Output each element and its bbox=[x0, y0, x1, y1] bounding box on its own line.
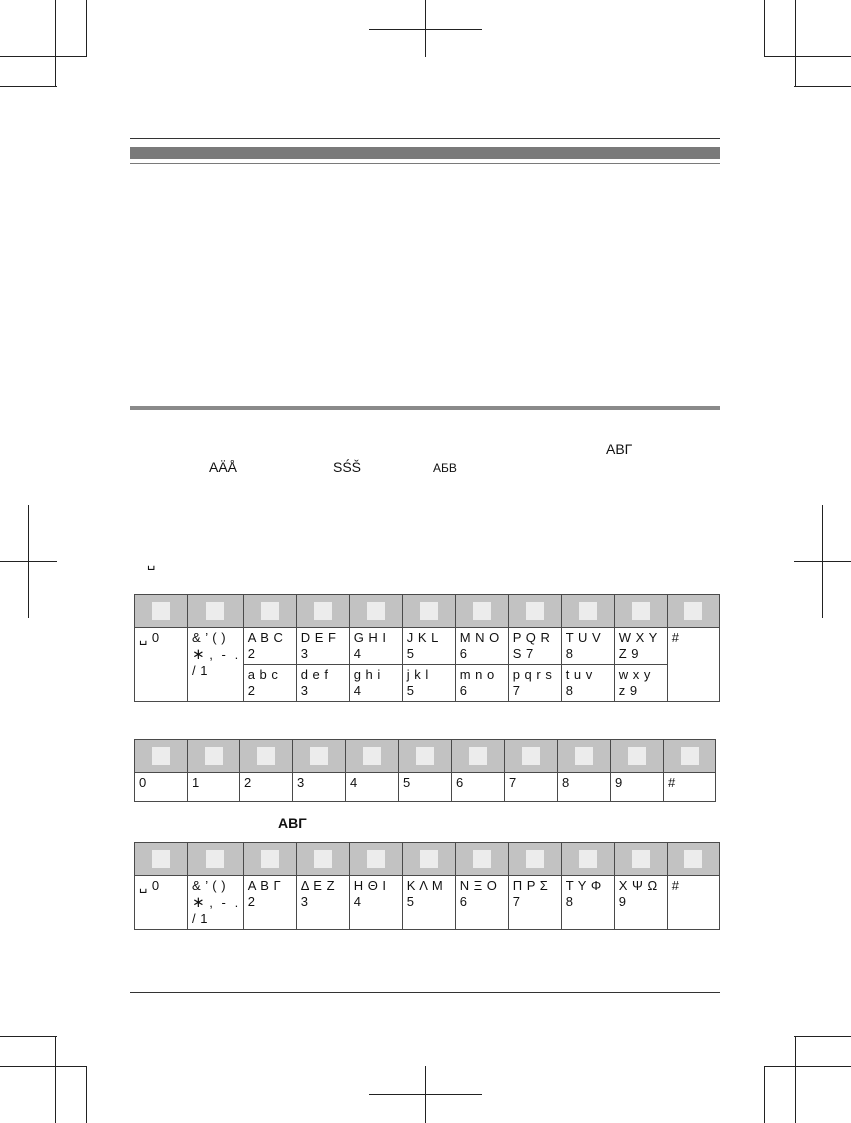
char-cell: Π Ρ Σ 7 bbox=[508, 876, 561, 930]
key-icon bbox=[314, 850, 332, 868]
space-zero-cell: ␣ 0 bbox=[135, 876, 188, 930]
crop-mark bbox=[764, 0, 765, 57]
char-cell: W X Y Z 9 bbox=[614, 628, 667, 665]
char-cell: m n o 6 bbox=[455, 665, 508, 702]
char-cell: g h i 4 bbox=[349, 665, 402, 702]
key-header bbox=[188, 843, 244, 876]
key-header bbox=[664, 740, 716, 773]
char-cell: G H I 4 bbox=[349, 628, 402, 665]
key-header bbox=[611, 740, 664, 773]
key-icon bbox=[579, 850, 597, 868]
numeric-cell: 9 bbox=[611, 773, 664, 802]
key-header bbox=[505, 740, 558, 773]
key-header bbox=[402, 843, 455, 876]
key-icon bbox=[310, 747, 328, 765]
key-header bbox=[614, 595, 667, 628]
key-icon bbox=[473, 850, 491, 868]
key-icon bbox=[632, 602, 650, 620]
key-header bbox=[188, 595, 244, 628]
char-cell: Α Β Γ 2 bbox=[243, 876, 296, 930]
char-cell: Χ Ψ Ω 9 bbox=[614, 876, 667, 930]
key-header bbox=[455, 843, 508, 876]
key-header bbox=[558, 740, 611, 773]
header-underline bbox=[130, 163, 720, 164]
key-header bbox=[561, 595, 614, 628]
footer-rule bbox=[130, 992, 720, 993]
key-icon bbox=[152, 602, 170, 620]
section-rule bbox=[130, 406, 720, 410]
standard-characters-table bbox=[134, 594, 720, 702]
crop-mark bbox=[794, 1036, 851, 1037]
char-cell: Η Θ Ι 4 bbox=[349, 876, 402, 930]
numeric-cell: 2 bbox=[240, 773, 293, 802]
key-icon bbox=[367, 850, 385, 868]
char-cell: Τ Υ Φ 8 bbox=[561, 876, 614, 930]
numeric-cell: 0 bbox=[135, 773, 188, 802]
symbols-cell: & ’ ( ) ∗ , - . / 1 bbox=[188, 876, 244, 930]
top-rule bbox=[130, 138, 720, 139]
key-icon bbox=[579, 602, 597, 620]
symbols-cell: & ’ ( ) ∗ , - . / 1 bbox=[188, 628, 244, 702]
char-cell: a b c 2 bbox=[243, 665, 296, 702]
crop-mark bbox=[369, 1094, 482, 1095]
key-header bbox=[135, 740, 188, 773]
numeric-cell: 3 bbox=[293, 773, 346, 802]
key-header bbox=[402, 595, 455, 628]
numeric-cell: 1 bbox=[188, 773, 240, 802]
key-header bbox=[243, 843, 296, 876]
crop-mark bbox=[55, 1036, 56, 1123]
char-cell: j k l 5 bbox=[402, 665, 455, 702]
space-zero-cell: ␣ 0 bbox=[135, 628, 188, 702]
extended1-chars: AÄÅ bbox=[209, 459, 238, 475]
hash-cell: # bbox=[667, 628, 719, 702]
key-icon bbox=[416, 747, 434, 765]
key-icon bbox=[206, 850, 224, 868]
key-icon bbox=[206, 602, 224, 620]
numeric-cell: 5 bbox=[399, 773, 452, 802]
key-icon bbox=[681, 747, 699, 765]
crop-mark bbox=[0, 1036, 57, 1037]
char-cell: Δ Ε Ζ 3 bbox=[296, 876, 349, 930]
crop-mark bbox=[764, 1066, 851, 1067]
char-cell: Ν Ξ Ο 6 bbox=[455, 876, 508, 930]
hash-cell: # bbox=[667, 876, 719, 930]
key-header bbox=[561, 843, 614, 876]
key-header bbox=[614, 843, 667, 876]
crop-mark bbox=[55, 0, 56, 87]
key-icon bbox=[314, 602, 332, 620]
key-icon bbox=[367, 602, 385, 620]
cyrillic-chars: АБВ bbox=[433, 461, 457, 475]
key-icon bbox=[632, 850, 650, 868]
char-cell: p q r s 7 bbox=[508, 665, 561, 702]
key-icon bbox=[261, 850, 279, 868]
key-icon bbox=[684, 602, 702, 620]
numeric-cell: # bbox=[664, 773, 716, 802]
key-icon bbox=[420, 602, 438, 620]
crop-mark bbox=[0, 1066, 87, 1067]
greek-row bbox=[135, 876, 720, 930]
key-header bbox=[508, 843, 561, 876]
key-icon bbox=[526, 602, 544, 620]
key-header bbox=[455, 595, 508, 628]
char-cell: t u v 8 bbox=[561, 665, 614, 702]
key-header bbox=[508, 595, 561, 628]
key-icon bbox=[469, 747, 487, 765]
char-cell: M N O 6 bbox=[455, 628, 508, 665]
char-cell: D E F 3 bbox=[296, 628, 349, 665]
key-header bbox=[349, 843, 402, 876]
key-header bbox=[243, 595, 296, 628]
crop-mark bbox=[369, 29, 482, 30]
key-header bbox=[346, 740, 399, 773]
crop-mark bbox=[0, 56, 87, 57]
char-cell: A B C 2 bbox=[243, 628, 296, 665]
crop-mark bbox=[0, 561, 57, 562]
numeric-row bbox=[135, 773, 716, 802]
char-cell: J K L 5 bbox=[402, 628, 455, 665]
numeric-cell: 6 bbox=[452, 773, 505, 802]
key-icon bbox=[526, 850, 544, 868]
char-cell: d e f 3 bbox=[296, 665, 349, 702]
key-icon bbox=[575, 747, 593, 765]
key-icon bbox=[420, 850, 438, 868]
key-header bbox=[296, 843, 349, 876]
key-icon bbox=[257, 747, 275, 765]
key-header bbox=[667, 843, 719, 876]
key-header bbox=[188, 740, 240, 773]
key-header bbox=[667, 595, 719, 628]
key-header bbox=[452, 740, 505, 773]
uppercase-row bbox=[135, 628, 720, 665]
numeric-characters-table bbox=[134, 739, 716, 802]
key-header bbox=[296, 595, 349, 628]
char-cell: P Q R S 7 bbox=[508, 628, 561, 665]
key-icon bbox=[261, 602, 279, 620]
crop-mark bbox=[0, 86, 57, 87]
crop-mark bbox=[764, 1066, 765, 1123]
crop-mark bbox=[794, 561, 851, 562]
greek-mode-label: ΑΒΓ bbox=[606, 441, 633, 457]
char-cell: Κ Λ Μ 5 bbox=[402, 876, 455, 930]
crop-mark bbox=[86, 0, 87, 57]
key-header bbox=[135, 843, 188, 876]
key-header-row bbox=[135, 595, 720, 628]
key-header-row bbox=[135, 740, 716, 773]
header-bar bbox=[130, 147, 720, 159]
key-header bbox=[293, 740, 346, 773]
char-cell: w x y z 9 bbox=[614, 665, 667, 702]
key-icon bbox=[152, 747, 170, 765]
space-symbol: ␣ bbox=[147, 556, 156, 571]
key-header bbox=[349, 595, 402, 628]
key-icon bbox=[684, 850, 702, 868]
numeric-cell: 8 bbox=[558, 773, 611, 802]
key-header bbox=[240, 740, 293, 773]
crop-mark bbox=[764, 56, 851, 57]
key-icon bbox=[205, 747, 223, 765]
greek-characters-table bbox=[134, 842, 720, 930]
extended2-chars: SŚŠ bbox=[333, 459, 362, 475]
greek-table-heading: ΑΒΓ bbox=[278, 815, 307, 831]
numeric-cell: 4 bbox=[346, 773, 399, 802]
key-header bbox=[399, 740, 452, 773]
key-icon bbox=[522, 747, 540, 765]
crop-mark bbox=[86, 1066, 87, 1123]
key-icon bbox=[628, 747, 646, 765]
key-header bbox=[135, 595, 188, 628]
key-icon bbox=[363, 747, 381, 765]
crop-mark bbox=[794, 86, 851, 87]
char-cell: T U V 8 bbox=[561, 628, 614, 665]
crop-mark bbox=[795, 1036, 796, 1123]
key-icon bbox=[152, 850, 170, 868]
numeric-cell: 7 bbox=[505, 773, 558, 802]
crop-mark bbox=[795, 0, 796, 87]
key-header-row bbox=[135, 843, 720, 876]
key-icon bbox=[473, 602, 491, 620]
